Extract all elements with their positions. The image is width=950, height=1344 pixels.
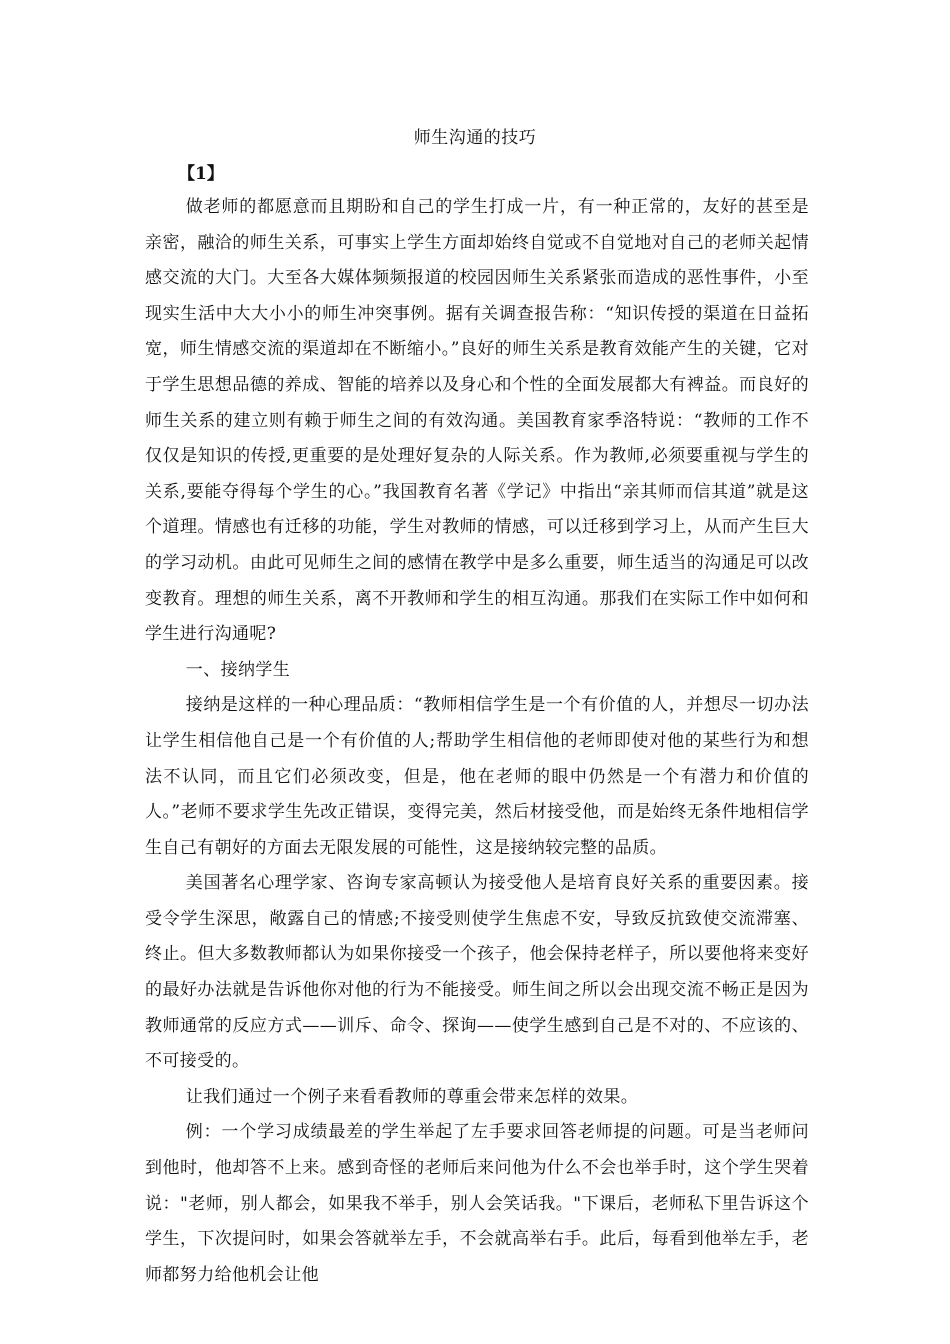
paragraph-acceptance-definition: 接纳是这样的一种心理品质：“教师相信学生是一个有价值的人，并想尽一切办法让学生相信他自己是一个有价值的人;帮助学生相信他的老师即使对他的某些行为和想法不认同，而且它们必须改变，但是，他在老师的眼中仍然是一个有潜力和价值的人。”老师不要求学生先改正错误，变得完美，然后材接受他，而是始终无条件地相信学生自己有朝好的方面去无限发展的可能性，这是接纳较完整的品质。 [145, 695, 809, 858]
paragraph-example: 例：一个学习成绩最差的学生举起了左手要求回答老师提的问题。可是当老师问到他时，他却答不上来。感到奇怪的老师后来问他为什么不会也举手时，这个学生哭着说："老师，别人都会，如果我不举手，别人会笑话我。"下课后，老师私下里告诉这个学生，下次提问时，如果会答就举左手，不会就高举右手。此后，每看到他举左手，老师都努力给他机会让他 [145, 1122, 809, 1285]
section-marker: 【1】 [178, 164, 224, 184]
paragraph-gordon-view: 美国著名心理学家、咨询专家高顿认为接受他人是培育良好关系的重要因素。接受令学生深思，敞露自己的情感;不接受则使学生焦虑不安，导致反抗致使交流滞塞、终止。但大多数教师都认为如果你接受一个孩子，他会保持老样子，所以要他将来变好的最好办法就是告诉他你对他的行为不能接受。师生间之所以会出现交流不畅正是因为教师通常的反应方式——训斥、命令、探询——使学生感到自己是不对的、不应该的、不可接受的。 [145, 873, 809, 1072]
section-heading-accept-students: 一、接纳学生 [185, 659, 291, 680]
paragraph-example-intro: 让我们通过一个例子来看看教师的尊重会带来怎样的效果。 [185, 1086, 639, 1107]
document-title: 师生沟通的技巧 [413, 128, 537, 148]
document-body [145, 190, 809, 1293]
paragraph-intro: 做老师的都愿意而且期盼和自己的学生打成一片，有一种正常的，友好的甚至是亲密，融洽的师生关系，可事实上学生方面却始终自觉或不自觉地对自己的老师关起情感交流的大门。大至各大媒体频频报道的校园因师生关系紧张而造成的恶性事件，小至现实生活中大大小小的师生冲突事例。据有关调查报告称：“知识传授的渠道在日益拓宽，师生情感交流的渠道却在不断缩小。”良好的师生关系是教育效能产生的关键，它对于学生思想品德的养成、智能的培养以及身心和个性的全面发展都大有裨益。而良好的师生关系的建立则有赖于师生之间的有效沟通。美国教育家季洛特说：“教师的工作不仅仅是知识的传授,更重要的是处理好复杂的人际关系。作为教师,必须要重视与学生的关系,要能夺得每个学生的心。”我国教育名著《学记》中指出“亲其师而信其道”就是这个道理。情感也有迁移的功能，学生对教师的情感，可以迁移到学习上，从而产生巨大的学习动机。由此可见师生之间的感情在教学中是多么重要，师生适当的沟通足可以改变教育。理想的师生关系，离不开教师和学生的相互沟通。那我们在实际工作中如何和学生进行沟通呢? [145, 197, 809, 645]
